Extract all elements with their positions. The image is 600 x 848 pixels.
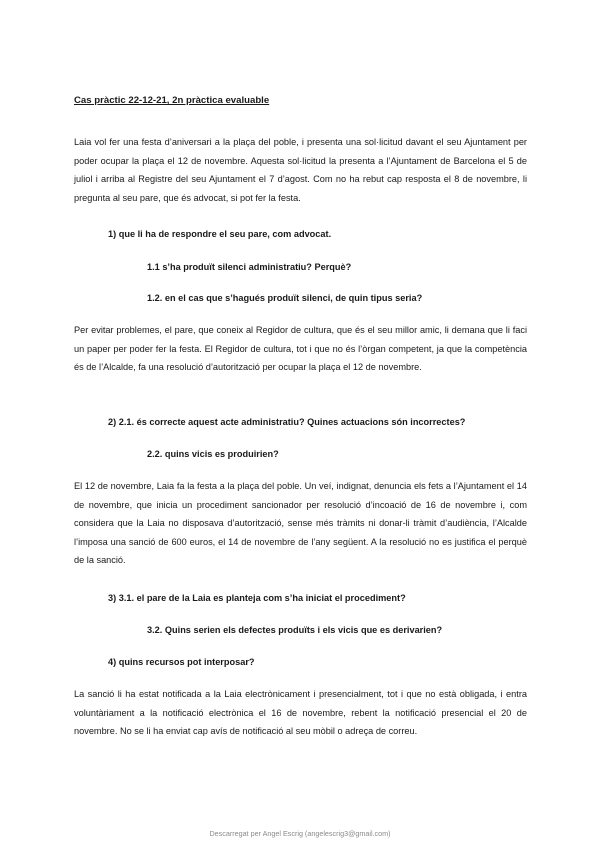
paragraph-notification: La sanció li ha estat notificada a la Laia electrònicament i presencialment, tot i que no està obligada, i entra voluntàriament a la notificació electrònica el 16 de novembre, rebent la notificació presencial el 20 de novembre. No se li ha enviat cap avís de notificació al seu mòbil o adreça de correu. xyxy=(74,689,527,736)
download-footer: Descarregat per Angel Escrig (angelescrig3@gmail.com) xyxy=(209,829,391,838)
question-3-1: 3) 3.1. el pare de la Laia es planteja com s’ha iniciat el procediment? xyxy=(108,593,406,603)
paragraph-regidor: Per evitar problemes, el pare, que coneix al Regidor de cultura, que és el seu millor amic, li demana que li faci un paper per poder fer la festa. El Regidor de cultura, tot i que no és l’òrgan competent, ja que la competència és de l’Alcalde, fa una resolució d’autorització per ocupar la plaça el 12 de novembre. xyxy=(74,325,527,372)
question-2-1: 2) 2.1. és correcte aquest acte administratiu? Quines actuacions són incorrectes? xyxy=(108,417,466,427)
question-1: 1) que li ha de respondre el seu pare, com advocat. xyxy=(108,229,332,239)
question-3-2: 3.2. Quins serien els defectes produïts i els vicis que es derivarien? xyxy=(147,625,443,635)
question-1-1: 1.1 s’ha produït silenci administratiu? Perquè? xyxy=(147,262,352,272)
question-1-2: 1.2. en el cas que s’hagués produït silenci, de quin tipus seria? xyxy=(147,293,423,303)
question-4: 4) quins recursos pot interposar? xyxy=(108,657,255,667)
question-2-2: 2.2. quins vicis es produirien? xyxy=(147,449,279,459)
document-title: Cas pràctic 22-12-21, 2n pràctica evaluable xyxy=(74,95,270,106)
paragraph-sanction: El 12 de novembre, Laia fa la festa a la plaça del poble. Un veí, indignat, denuncia els fets a l’Ajuntament el 14 de novembre, que inicia un procediment sancionador per resolució d’incoació de 16 de novembre i, com considera que la Laia no disposava d’autorització, sense més tràmits ni donar-li tràmit d’audiència, l’Alcalde l’imposa una sanció de 600 euros, el 14 de novembre de l’any següent. A la resolució no es justifica el perquè de la sanció. xyxy=(74,481,527,565)
paragraph-intro: Laia vol fer una festa d’aniversari a la plaça del poble, i presenta una sol·licitud davant el seu Ajuntament per poder ocupar la plaça el 12 de novembre. Aquesta sol·licitud la presenta a l’Ajuntament de Barcelona el 5 de juliol i arriba al Registre del seu Ajuntament el 7 d’agost. Com no ha rebut cap resposta el 8 de novembre, li pregunta al seu pare, que és advocat, si pot fer la festa. xyxy=(74,137,527,203)
